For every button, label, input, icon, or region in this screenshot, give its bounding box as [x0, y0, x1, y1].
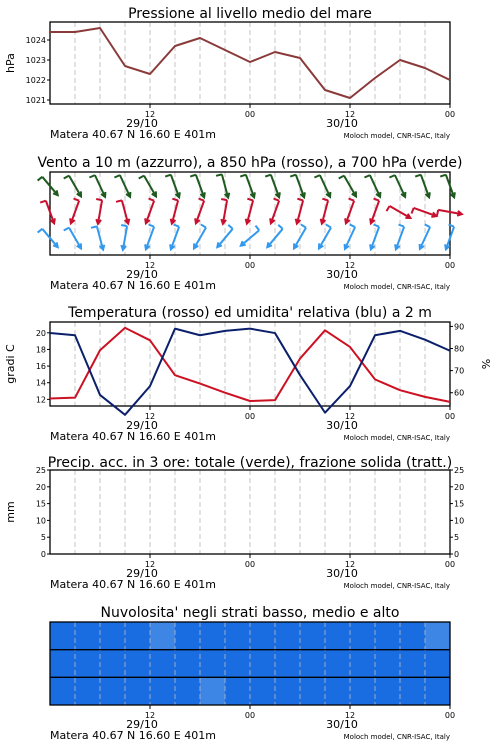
wind-arrow	[440, 175, 455, 198]
cloud-cell	[350, 677, 376, 705]
cloud-cell	[50, 650, 76, 678]
cloud-cell	[50, 677, 76, 705]
y-tick-label: 18	[35, 345, 46, 355]
wind-arrow	[321, 199, 328, 224]
wind-arrow	[339, 176, 356, 197]
wind-arrow-barb	[278, 225, 282, 229]
x-tick-label: 00	[244, 560, 256, 569]
wind-arrow-barb	[89, 175, 95, 177]
wind-chart	[37, 155, 462, 292]
x-tick-label: 00	[444, 560, 456, 569]
y-tick-label: 5	[40, 533, 46, 543]
wind-arrow-barb	[174, 225, 180, 227]
y-axis-label: hPa	[4, 53, 17, 73]
wind-arrow-barb	[139, 176, 144, 179]
cloud-cell	[125, 677, 151, 705]
cloud-cell	[300, 622, 326, 650]
wind-arrow	[296, 199, 303, 224]
y-tick-label: 20	[35, 482, 46, 492]
y-tick-label-right: 5	[454, 533, 460, 543]
wind-arrow-barb	[91, 226, 97, 227]
x-tick-label: 00	[444, 412, 456, 421]
wind-arrow	[91, 226, 104, 249]
wind-arrow-barb	[274, 199, 280, 201]
credit-label: Moloch model, CNR-ISAC, Italy	[343, 132, 450, 140]
cloud-cell	[350, 622, 376, 650]
wind-arrow-barb	[297, 199, 303, 201]
cloud-cell	[200, 650, 226, 678]
date-label: 29/10	[126, 419, 158, 432]
x-tick-label: 00	[244, 412, 256, 421]
date-label: 30/10	[326, 567, 358, 580]
wind-arrow-barb	[364, 175, 370, 177]
wind-arrow	[64, 228, 81, 249]
wind-arrow-shaft	[144, 176, 156, 197]
cloud-cell	[100, 622, 126, 650]
wind-arrow	[145, 199, 154, 224]
wind-arrow-barb	[172, 199, 178, 201]
chart-title: Temperatura (rosso) ed umidita' relativa (blu) a 2 m	[68, 305, 432, 321]
wind-arrow-shaft	[395, 175, 405, 197]
cloud-cell	[200, 622, 226, 650]
wind-arrow-barb	[114, 175, 120, 177]
pressure-chart	[4, 6, 455, 141]
wind-arrow-barb	[350, 224, 355, 227]
wind-arrow-barb	[389, 175, 395, 177]
cloud-cell	[325, 622, 351, 650]
y-tick-label-right: 0	[454, 550, 460, 559]
precip-chart	[4, 455, 464, 591]
wind-arrow-barb	[425, 224, 430, 227]
cloud-cell	[325, 677, 351, 705]
wind-arrow-barb	[221, 199, 227, 200]
y-tick-label: 14	[35, 378, 46, 388]
wind-arrow-barb	[290, 175, 296, 177]
y-tick-label: 16	[35, 362, 46, 372]
cloud-cell	[100, 677, 126, 705]
wind-arrow-barb	[165, 175, 171, 177]
y-tick-label-right: 25	[454, 466, 465, 475]
wind-arrow-shaft	[296, 175, 304, 198]
wind-arrow	[415, 175, 430, 198]
cloud-cell	[400, 677, 426, 705]
wind-arrow-barb	[415, 175, 421, 177]
cloud-cell	[125, 650, 151, 678]
cloud-cell	[75, 650, 101, 678]
credit-label: Moloch model, CNR-ISAC, Italy	[343, 582, 450, 590]
wind-arrow	[64, 176, 81, 197]
cloud-cell	[425, 650, 451, 678]
wind-arrow-barb	[116, 200, 122, 201]
cloud-cell	[350, 650, 376, 678]
credit-label: Moloch model, CNR-ISAC, Italy	[343, 434, 450, 442]
y-tick-label: 1023	[25, 56, 46, 65]
wind-arrow-barb	[339, 176, 344, 179]
credit-label: Moloch model, CNR-ISAC, Italy	[343, 733, 450, 741]
location-label: Matera 40.67 N 16.60 E 401m	[50, 578, 216, 591]
date-label: 29/10	[126, 718, 158, 731]
x-tick-label: 12	[144, 412, 156, 421]
cloud-cell	[225, 650, 251, 678]
wind-arrow-shaft	[246, 175, 254, 198]
wind-arrow-shaft	[370, 175, 380, 197]
wind-arrow-barb	[247, 199, 253, 201]
date-label: 30/10	[326, 117, 358, 130]
wind-arrow-barb	[96, 199, 102, 200]
wind-arrow-shaft	[320, 175, 330, 197]
y-tick-label-right: 10	[454, 516, 465, 526]
cloud-cell	[200, 677, 226, 705]
temp-rh-chart	[4, 305, 493, 443]
location-label: Matera 40.67 N 16.60 E 401m	[50, 430, 216, 443]
cloud-chart	[50, 605, 455, 742]
wind-arrow-barb	[412, 208, 414, 214]
y-tick-label: 1024	[25, 36, 46, 45]
cloud-cell	[425, 622, 451, 650]
cloud-cell	[375, 622, 401, 650]
y-tick-label-right: 20	[454, 482, 465, 492]
x-tick-label: 00	[244, 110, 256, 119]
cloud-cell	[75, 622, 101, 650]
wind-arrow-barb	[64, 228, 69, 231]
cloud-cell	[175, 677, 201, 705]
cloud-cell	[375, 650, 401, 678]
x-tick-label: 12	[344, 110, 356, 119]
date-label: 30/10	[326, 268, 358, 281]
wind-arrow-barb	[201, 224, 206, 227]
date-label: 29/10	[126, 268, 158, 281]
wind-arrow-barb	[301, 224, 306, 227]
wind-arrow	[121, 225, 127, 250]
x-tick-label: 12	[344, 560, 356, 569]
chart-title: Vento a 10 m (azzurro), a 850 hPa (rosso), a 700 hPa (verde)	[37, 155, 463, 171]
y-tick-label-right: 15	[454, 499, 465, 509]
wind-arrow-shaft	[120, 175, 130, 197]
wind-arrow	[70, 199, 79, 224]
cloud-cell	[300, 677, 326, 705]
wind-arrow-barb	[440, 175, 446, 177]
wind-arrow-barb	[326, 224, 331, 227]
x-tick-label: 12	[144, 261, 156, 270]
wind-arrow-barb	[386, 206, 389, 211]
wind-arrow	[240, 175, 255, 198]
cloud-cell	[150, 677, 176, 705]
cloud-cell	[400, 622, 426, 650]
wind-arrow	[190, 175, 205, 198]
wind-arrow	[96, 199, 102, 224]
wind-arrow	[195, 199, 204, 224]
x-tick-label: 00	[444, 261, 456, 270]
y-tick-label: 12	[35, 395, 46, 405]
cloud-cell	[150, 650, 176, 678]
cloud-cell	[425, 677, 451, 705]
wind-arrow-barb	[216, 174, 222, 175]
credit-label: Moloch model, CNR-ISAC, Italy	[343, 283, 450, 291]
date-label: 30/10	[326, 718, 358, 731]
wind-arrow-barb	[228, 225, 232, 229]
wind-arrow-barb	[121, 225, 127, 226]
wind-arrow	[246, 199, 253, 224]
cloud-cell	[300, 650, 326, 678]
wind-arrow	[386, 206, 410, 218]
date-label: 29/10	[126, 117, 158, 130]
y-tick-label-right: 60	[454, 388, 465, 398]
date-label: 29/10	[126, 567, 158, 580]
wind-arrow	[171, 199, 178, 224]
date-label: 30/10	[326, 419, 358, 432]
wind-arrow-shaft	[95, 175, 105, 197]
chart-title: Precip. acc. in 3 ore: totale (verde), frazione solida (tratt.)	[47, 455, 453, 471]
cloud-cell	[225, 622, 251, 650]
wind-arrow-barb	[374, 199, 380, 201]
x-tick-label: 00	[244, 261, 256, 270]
wind-arrow-barb	[64, 176, 69, 179]
y-axis-label: mm	[4, 501, 17, 523]
wind-arrow	[89, 175, 105, 197]
location-label: Matera 40.67 N 16.60 E 401m	[50, 729, 216, 742]
x-tick-label: 00	[244, 711, 256, 720]
wind-arrow-barb	[349, 199, 355, 201]
wind-arrow	[389, 175, 405, 197]
wind-arrow	[345, 199, 354, 224]
y-axis-label: gradi C	[4, 344, 17, 384]
y-tick-label: 25	[35, 466, 46, 475]
cloud-cell	[225, 677, 251, 705]
x-tick-label: 12	[344, 261, 356, 270]
wind-arrow	[216, 174, 229, 197]
wind-arrow	[370, 199, 379, 224]
wind-arrow-barb	[399, 225, 405, 227]
wind-arrow-barb	[322, 199, 328, 201]
cloud-cell	[250, 622, 276, 650]
wind-arrow-barb	[255, 226, 259, 231]
wind-arrow	[38, 229, 58, 247]
wind-arrow-barb	[40, 201, 46, 203]
wind-arrow-barb	[314, 175, 320, 177]
x-tick-label: 12	[144, 110, 156, 119]
wind-arrow	[290, 175, 305, 198]
y-tick-label: 0	[40, 550, 46, 559]
wind-arrow-shaft	[69, 176, 81, 197]
wind-arrow-barb	[149, 225, 155, 227]
wind-arrow	[412, 208, 437, 217]
cloud-cell	[150, 622, 176, 650]
x-tick-label: 12	[144, 560, 156, 569]
wind-arrow	[165, 175, 180, 198]
x-tick-label: 12	[344, 412, 356, 421]
wind-arrow-barb	[199, 199, 205, 201]
wind-arrow-barb	[265, 175, 271, 177]
wind-arrow	[116, 200, 129, 223]
x-tick-label: 12	[144, 711, 156, 720]
y-tick-label: 1022	[25, 76, 46, 85]
wind-arrow-shaft	[421, 175, 429, 198]
chart-title: Pressione al livello medio del mare	[128, 6, 372, 22]
wind-arrow-shaft	[171, 175, 179, 198]
wind-arrow	[114, 175, 130, 197]
y-tick-label: 20	[35, 328, 46, 338]
cloud-cell	[100, 650, 126, 678]
wind-arrow-barb	[38, 229, 43, 233]
wind-arrow	[364, 175, 380, 197]
wind-arrow-barb	[240, 175, 246, 177]
cloud-cell	[125, 622, 151, 650]
wind-arrow	[270, 199, 279, 224]
cloud-cell	[250, 650, 276, 678]
wind-arrow	[265, 175, 280, 198]
wind-arrow-barb	[437, 210, 438, 216]
cloud-cell	[275, 622, 301, 650]
cloud-cell	[325, 650, 351, 678]
cloud-cell	[250, 677, 276, 705]
wind-arrow-barb	[38, 177, 43, 181]
y-tick-label-right: 70	[454, 366, 465, 376]
wind-arrow	[38, 177, 58, 195]
wind-arrow-barb	[190, 175, 196, 177]
cloud-cell	[50, 622, 76, 650]
wind-arrow	[40, 201, 55, 224]
cloud-cell	[175, 622, 201, 650]
wind-arrow-shaft	[196, 175, 204, 198]
y-tick-label-right: 80	[454, 344, 465, 354]
wind-arrow-barb	[74, 199, 80, 201]
wind-arrow-barb	[149, 199, 155, 201]
location-label: Matera 40.67 N 16.60 E 401m	[50, 279, 216, 292]
wind-arrow-shaft	[271, 175, 279, 198]
cloud-cell	[375, 677, 401, 705]
wind-arrow	[139, 176, 156, 197]
cloud-cell	[75, 677, 101, 705]
y-tick-label: 1021	[25, 96, 46, 105]
location-label: Matera 40.67 N 16.60 E 401m	[50, 128, 216, 141]
wind-arrow-barb	[374, 225, 380, 227]
chart-title: Nuvolosita' negli strati basso, medio e alto	[100, 605, 400, 621]
cloud-cell	[275, 650, 301, 678]
y-tick-label: 10	[35, 516, 46, 526]
wind-arrow-shaft	[344, 176, 356, 197]
cloud-cell	[275, 677, 301, 705]
y-tick-label: 15	[35, 499, 46, 509]
x-tick-label: 12	[344, 711, 356, 720]
cloud-cell	[400, 650, 426, 678]
y-axis-label-right: %	[480, 358, 493, 370]
wind-arrow	[314, 175, 330, 197]
x-tick-label: 00	[444, 110, 456, 119]
cloud-cell	[175, 650, 201, 678]
y-tick-label-right: 90	[454, 322, 465, 332]
wind-arrow	[221, 199, 227, 224]
x-tick-label: 00	[444, 711, 456, 720]
